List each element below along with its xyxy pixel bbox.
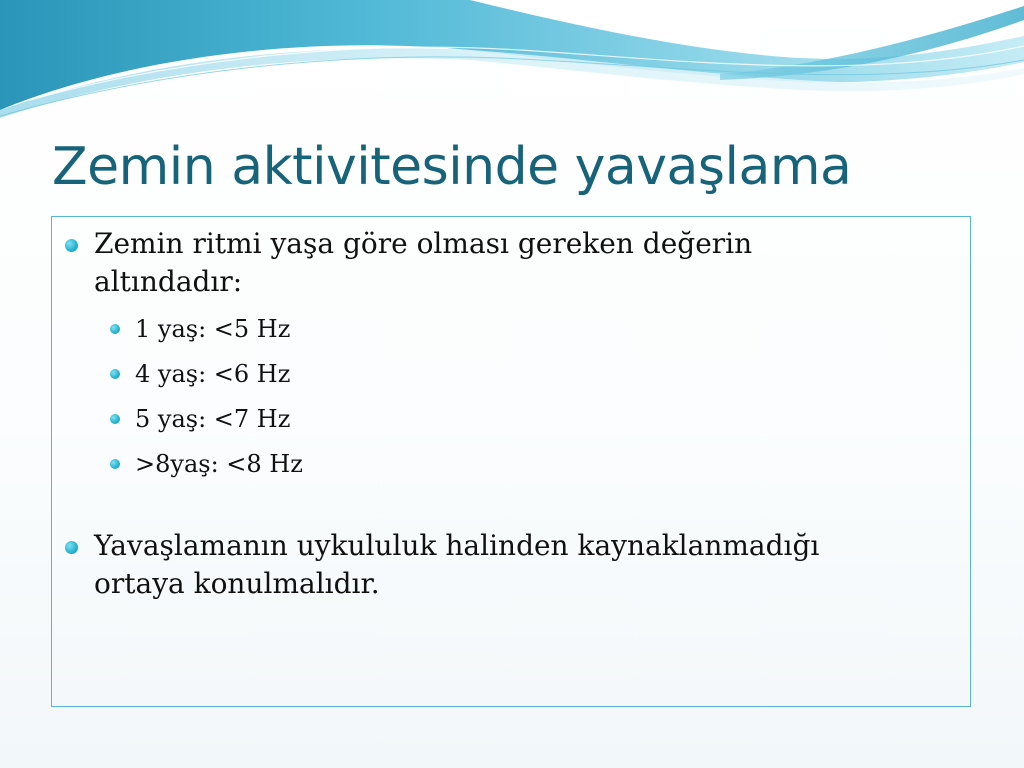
- bullet-item: [52, 225, 894, 487]
- bullet-list: [52, 225, 894, 603]
- round-bullet-icon: [110, 324, 120, 334]
- bullet-item: [52, 527, 894, 603]
- round-bullet-icon: [110, 414, 120, 424]
- bullet-text: Zemin ritmi yaşa göre olması gereken değerin altındadır:: [94, 227, 753, 298]
- round-bullet-icon: [65, 541, 78, 554]
- sub-bullet-text: >8yaş: <8 Hz: [135, 450, 303, 478]
- sub-bullet-item: [52, 307, 894, 352]
- content-box: [51, 216, 971, 707]
- bullet-text: Yavaşlamanın uykululuk halinden kaynaklanmadığı ortaya konulmalıdır.: [94, 529, 820, 600]
- sub-bullet-text: 1 yaş: <5 Hz: [135, 315, 291, 343]
- sub-bullet-text: 5 yaş: <7 Hz: [135, 405, 291, 433]
- round-bullet-icon: [110, 459, 120, 469]
- sub-bullet-item: [52, 352, 894, 397]
- round-bullet-icon: [110, 369, 120, 379]
- sub-bullet-item: [52, 397, 894, 442]
- sub-bullet-item: [52, 442, 894, 487]
- round-bullet-icon: [65, 239, 78, 252]
- sub-bullet-text: 4 yaş: <6 Hz: [135, 360, 291, 388]
- header-wave-decoration: [0, 0, 1024, 120]
- sub-bullet-list: [52, 307, 894, 487]
- slide-title: Zemin aktivitesinde yavaşlama: [52, 137, 852, 197]
